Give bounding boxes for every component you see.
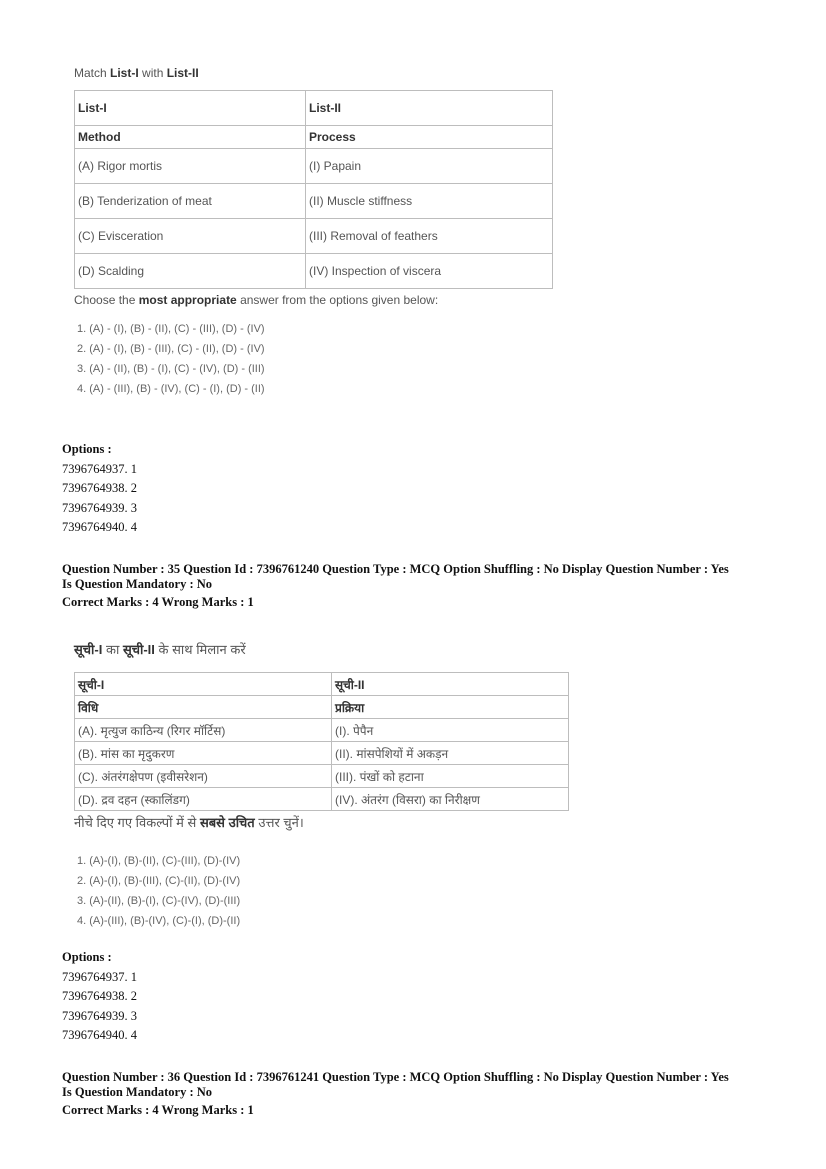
match-prompt: सूची-I का सूची-II के साथ मिलान करें: [74, 642, 246, 657]
table-cell: List-II: [306, 91, 553, 126]
match-table: [74, 672, 569, 811]
table-cell: (II) Muscle stiffness: [306, 184, 553, 219]
option-item: 7396764938. 2: [62, 989, 137, 1003]
table-cell: प्रक्रिया: [332, 696, 569, 719]
list-item: 4. (A)-(III), (B)-(IV), (C)-(I), (D)-(II): [77, 915, 241, 927]
table-row: [75, 788, 569, 811]
option-item: 7396764939. 3: [62, 500, 137, 515]
meta-line: Is Question Mandatory : No: [62, 577, 213, 591]
table-header-row: [75, 673, 569, 696]
meta-line: Question Number : 36 Question Id : 7396761241 Question Type : MCQ Option Shuffling : No Display Question Number : Yes: [62, 1070, 729, 1084]
table-row: [75, 742, 569, 765]
table-header-row: [75, 91, 553, 126]
list-item: 3. (A) - (II), (B) - (I), (C) - (IV), (D) - (III): [77, 363, 265, 375]
meta-line: Correct Marks : 4 Wrong Marks : 1: [62, 595, 254, 609]
table-cell: (II). मांसपेशियों में अकड़न: [332, 742, 569, 765]
table-cell: (I) Papain: [306, 149, 553, 184]
table-cell: (I). पेपैन: [332, 719, 569, 742]
answer-list: [74, 851, 594, 931]
table-row: [75, 184, 553, 219]
list-item: 1. (A)-(I), (B)-(II), (C)-(III), (D)-(IV): [77, 855, 241, 867]
option-item: 7396764939. 3: [62, 1008, 137, 1023]
table-cell: सूची-I: [75, 673, 332, 696]
table-row: [75, 219, 553, 254]
table-header-row: [75, 696, 569, 719]
list-item: 4. (A) - (III), (B) - (IV), (C) - (I), (D) - (II): [77, 383, 265, 395]
list-item: 2. (A)-(I), (B)-(III), (C)-(II), (D)-(IV): [77, 875, 241, 887]
table-cell: Process: [306, 126, 553, 149]
answer-list: [74, 319, 574, 399]
options-block-34: [62, 440, 137, 538]
table-row: [75, 765, 569, 788]
table-cell: (C) Evisceration: [75, 219, 306, 254]
meta-line: Is Question Mandatory : No: [62, 1085, 213, 1099]
table-cell: (A). मृत्युज काठिन्य (रिगर मॉर्टिस): [75, 719, 332, 742]
table-cell: (A) Rigor mortis: [75, 149, 306, 184]
table-cell: List-I: [75, 91, 306, 126]
list-item: 3. (A)-(II), (B)-(I), (C)-(IV), (D)-(III): [77, 895, 241, 907]
option-item: 7396764937. 1: [62, 969, 137, 984]
table-cell: (D) Scalding: [75, 254, 306, 289]
table-cell: (B) Tenderization of meat: [75, 184, 306, 219]
table-row: [75, 149, 553, 184]
meta-line: Correct Marks : 4 Wrong Marks : 1: [62, 1103, 254, 1117]
list-item: 1. (A) - (I), (B) - (II), (C) - (III), (D) - (IV): [77, 323, 265, 335]
question-35-meta: [62, 562, 729, 611]
table-cell: Method: [75, 126, 306, 149]
match-prompt: Match List-I with List-II: [74, 66, 199, 80]
options-label: Options :: [62, 442, 112, 456]
table-cell: (C). अंतरंगक्षेपण (इवीसरेशन): [75, 765, 332, 788]
table-cell: (IV) Inspection of viscera: [306, 254, 553, 289]
option-item: 7396764940. 4: [62, 1028, 137, 1042]
table-row: [75, 254, 553, 289]
table-cell: (III) Removal of feathers: [306, 219, 553, 254]
option-item: 7396764937. 1: [62, 461, 137, 476]
table-cell: (III). पंखों को हटाना: [332, 765, 569, 788]
choose-instruction: नीचे दिए गए विकल्पों में से सबसे उचित उत्तर चुनें।: [74, 815, 304, 830]
match-table: [74, 90, 553, 289]
table-cell: (B). मांस का मृदुकरण: [75, 742, 332, 765]
options-label: Options :: [62, 950, 112, 964]
table-cell: (IV). अंतरंग (विसरा) का निरीक्षण: [332, 788, 569, 811]
table-header-row: [75, 126, 553, 149]
options-block-35: [62, 948, 137, 1046]
question-36-meta: [62, 1070, 729, 1119]
table-cell: (D). द्रव दहन (स्कालिंडग): [75, 788, 332, 811]
table-cell: विधि: [75, 696, 332, 719]
choose-instruction: Choose the most appropriate answer from the options given below:: [74, 293, 439, 307]
table-row: [75, 719, 569, 742]
option-item: 7396764938. 2: [62, 481, 137, 495]
question-34-english: [74, 66, 574, 399]
question-35-hindi: [74, 640, 594, 931]
list-item: 2. (A) - (I), (B) - (III), (C) - (II), (D) - (IV): [77, 343, 265, 355]
table-cell: सूची-II: [332, 673, 569, 696]
option-item: 7396764940. 4: [62, 520, 137, 534]
meta-line: Question Number : 35 Question Id : 7396761240 Question Type : MCQ Option Shuffling : No Display Question Number : Yes: [62, 562, 729, 576]
